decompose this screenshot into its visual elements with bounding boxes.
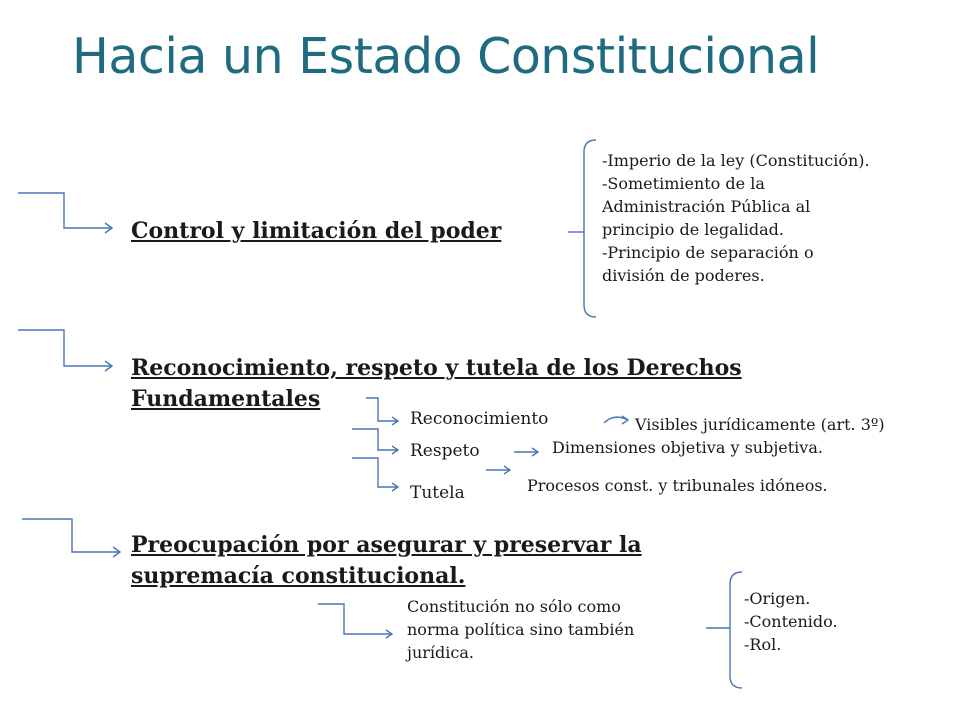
note-line: norma política sino también [407,620,635,639]
aspect-item: -Rol. [744,635,782,654]
arrow-reconocimiento-detail-head [622,416,628,424]
brace-1 [584,140,596,317]
heading-line: supremacía constitucional. [131,563,466,589]
heading-derechos-fundamentales [131,353,742,415]
heading-supremacia-constitucional [131,530,642,592]
control-point: Administración Pública al [602,197,811,216]
sub-elbow-tutela [352,458,398,487]
control-point: -Imperio de la ley (Constitución). [602,151,870,170]
control-point: división de poderes. [602,266,765,285]
item-label-tutela: Tutela [410,483,465,503]
brace-3 [730,572,742,688]
item-detail-respeto: Dimensiones objetiva y subjetiva. [552,438,823,457]
note-line: jurídica. [407,643,474,662]
constitucion-note [407,595,707,664]
heading-line: Preocupación por asegurar y preservar la [131,532,642,558]
elbow-arrow-2 [18,330,112,366]
slide-title: Hacia un Estado Constitucional [72,28,820,85]
control-point: -Principio de separación o [602,243,814,262]
sub-elbow-respeto [352,429,398,450]
item-label-respeto: Respeto [410,441,480,461]
elbow-arrow-1 [18,193,112,228]
item-label-reconocimiento: Reconocimiento [410,409,549,429]
control-points-list [602,149,960,287]
heading-line: Fundamentales [131,386,321,412]
note-line: Constitución no sólo como [407,597,621,616]
control-point: -Sometimiento de la [602,174,765,193]
aspect-item: -Contenido. [744,612,838,631]
aspects-list [744,587,838,656]
sub-elbow-constitucion [318,604,392,634]
item-detail-reconocimiento: Visibles jurídicamente (art. 3º) [635,415,885,434]
elbow-arrow-3 [22,519,120,552]
control-point: principio de legalidad. [602,220,784,239]
aspect-item: -Origen. [744,589,811,608]
heading-control-limitacion: Control y limitación del poder [131,218,502,244]
item-detail-tutela: Procesos const. y tribunales idóneos. [527,476,828,495]
heading-line: Reconocimiento, respeto y tutela de los Derechos [131,355,742,381]
